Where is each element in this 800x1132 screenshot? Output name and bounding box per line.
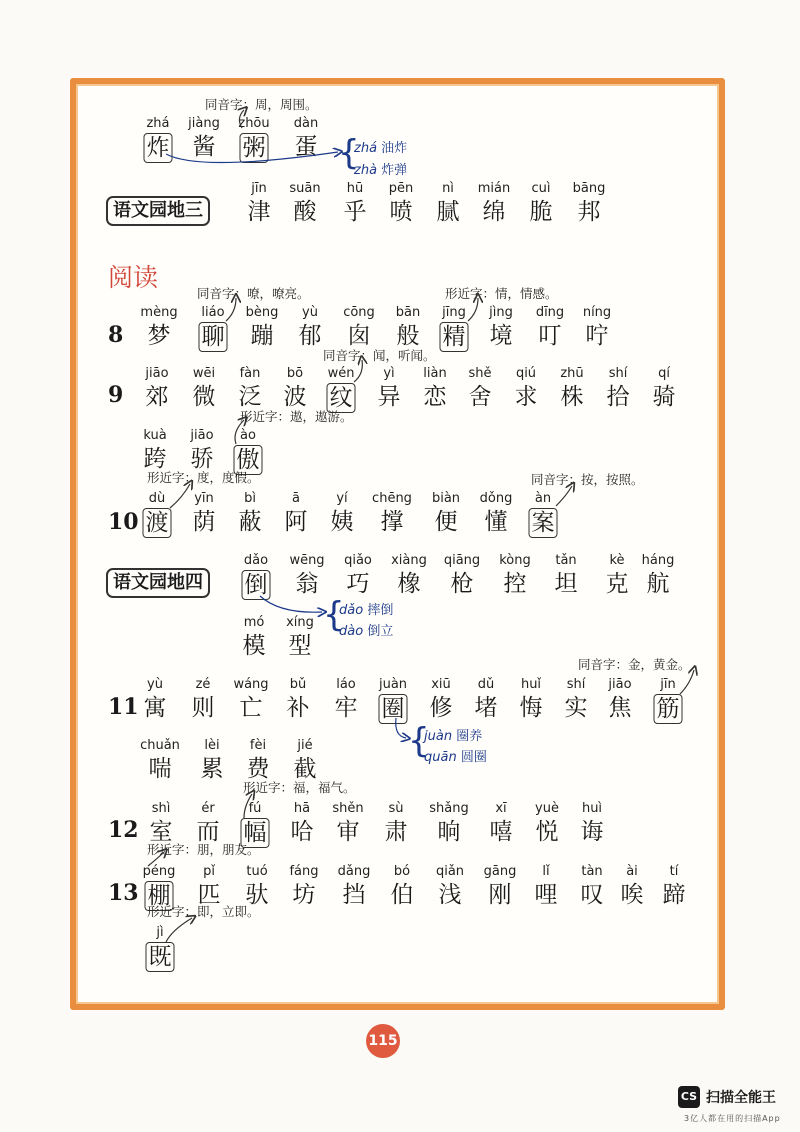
lesson-number-13: 13 xyxy=(108,880,139,906)
pinyin: shí xyxy=(566,677,586,692)
pinyin: pēn xyxy=(388,181,414,196)
pinyin: liáo xyxy=(201,305,225,320)
character: 则 xyxy=(191,695,215,721)
pinyin: mèng xyxy=(140,305,178,320)
pinyin: dǎo xyxy=(243,553,269,568)
pinyin: lǐ xyxy=(542,864,550,879)
character: 郁 xyxy=(298,323,322,349)
character: 牢 xyxy=(334,695,358,721)
character: 般 xyxy=(396,323,420,349)
character: 腻 xyxy=(436,199,460,225)
pinyin: dǔ xyxy=(477,677,495,692)
pinyin: bǔ xyxy=(289,677,307,692)
character: 异 xyxy=(377,384,401,410)
pinyin: jīn xyxy=(660,677,676,692)
arrow-polyphone-zha xyxy=(166,152,338,163)
section-title: 阅读 xyxy=(108,263,159,292)
character: 撑 xyxy=(380,509,404,535)
pinyin: cuì xyxy=(531,181,551,196)
unit-label-g4: 语文园地四 xyxy=(106,568,210,598)
pinyin: níng xyxy=(582,305,612,320)
pinyin: láo xyxy=(336,677,356,692)
polyphone-zha-1: zhá 油炸 xyxy=(354,141,408,156)
character: 室 xyxy=(149,819,173,845)
character: 实 xyxy=(564,695,588,721)
pinyin: mián xyxy=(477,181,511,196)
arrow-wen xyxy=(354,360,362,382)
character-boxed: 案 xyxy=(529,508,558,538)
character: 橡 xyxy=(397,571,421,597)
brace-juan: { xyxy=(408,721,430,761)
annotation-jin: 同音字：金，黄金。 xyxy=(578,657,691,672)
cs-logo-icon: CS xyxy=(678,1086,700,1108)
character: 坦 xyxy=(554,571,578,597)
pinyin: lèi xyxy=(204,738,220,753)
character: 波 xyxy=(283,384,307,410)
page-number-badge: 115 xyxy=(366,1024,400,1058)
character: 跨 xyxy=(143,446,167,472)
character: 酱 xyxy=(192,134,216,160)
character: 懂 xyxy=(484,509,508,535)
pinyin: qiǎn xyxy=(435,864,465,879)
arrow-du xyxy=(170,484,190,508)
pinyin: shǎng xyxy=(429,801,469,816)
pinyin: kè xyxy=(609,553,625,568)
pinyin: fèi xyxy=(249,738,267,753)
pinyin: xíng xyxy=(286,615,314,630)
pinyin: xī xyxy=(495,801,507,816)
pinyin: zhá xyxy=(146,116,170,131)
pinyin: liàn xyxy=(423,366,447,381)
pinyin: dǎng xyxy=(337,864,371,879)
pinyin: bān xyxy=(395,305,421,320)
arrow-polyphone-juan xyxy=(396,718,406,738)
annotation-ao: 形近字：遨，遨游。 xyxy=(240,409,353,424)
arrow-an xyxy=(556,486,572,506)
character: 伯 xyxy=(390,882,414,908)
pinyin: xiū xyxy=(431,677,451,692)
character: 肃 xyxy=(384,819,408,845)
character: 控 xyxy=(503,571,527,597)
character: 津 xyxy=(247,199,271,225)
pinyin: pǐ xyxy=(203,864,215,879)
pinyin: jiāo xyxy=(190,428,214,443)
pinyin: zhōu xyxy=(238,116,270,131)
pinyin: bó xyxy=(393,864,411,879)
character: 驮 xyxy=(245,882,269,908)
arrow-zhou xyxy=(239,110,244,128)
pinyin: tuó xyxy=(246,864,268,879)
pinyin: dǒng xyxy=(479,491,513,506)
pinyin: yí xyxy=(336,491,348,506)
annotation-wen: 同音字：闻，听闻。 xyxy=(323,348,436,363)
character: 荫 xyxy=(192,509,216,535)
character: 求 xyxy=(514,384,538,410)
character: 挡 xyxy=(342,882,366,908)
pinyin: chēng xyxy=(372,491,412,506)
pinyin: péng xyxy=(142,864,176,879)
pinyin: yù xyxy=(302,305,318,320)
character: 费 xyxy=(246,756,270,782)
lesson-number-10: 10 xyxy=(108,509,139,535)
character: 咛 xyxy=(585,323,609,349)
character: 蹦 xyxy=(250,323,274,349)
arrow-ao xyxy=(235,420,244,444)
polyphone-dao-1: dǎo 摔倒 xyxy=(339,603,394,618)
pinyin: nì xyxy=(442,181,454,196)
pinyin: sù xyxy=(388,801,404,816)
pinyin: bāng xyxy=(572,181,606,196)
character: 阿 xyxy=(284,509,308,535)
pinyin: àn xyxy=(534,491,552,506)
character: 泛 xyxy=(238,384,262,410)
pinyin: dīng xyxy=(535,305,565,320)
character-boxed: 傲 xyxy=(234,445,263,475)
character: 累 xyxy=(200,756,224,782)
character: 匹 xyxy=(197,882,221,908)
pinyin: kòng xyxy=(499,553,531,568)
character: 堵 xyxy=(474,695,498,721)
character: 蹄 xyxy=(662,882,686,908)
unit-label-g3: 语文园地三 xyxy=(106,196,210,226)
watermark-subtitle: 3亿人都在用的扫描App xyxy=(684,1114,781,1123)
pinyin: yù xyxy=(147,677,163,692)
character: 刚 xyxy=(488,882,512,908)
character: 乎 xyxy=(343,199,367,225)
arrow-liao xyxy=(226,298,236,321)
character: 巧 xyxy=(346,571,370,597)
character: 拾 xyxy=(606,384,630,410)
pinyin: chuǎn xyxy=(140,738,180,753)
pinyin: bì xyxy=(244,491,256,506)
character: 恋 xyxy=(423,384,447,410)
annotation-jing: 形近字：情，情感。 xyxy=(445,286,558,301)
pinyin: ào xyxy=(240,428,256,443)
annotation-an: 同音字：按，按照。 xyxy=(531,472,644,487)
character: 寓 xyxy=(143,695,167,721)
pinyin: háng xyxy=(641,553,675,568)
pinyin: zé xyxy=(195,677,211,692)
character-boxed: 精 xyxy=(440,322,469,352)
character: 型 xyxy=(288,633,312,659)
character: 亡 xyxy=(239,695,263,721)
character-boxed: 幅 xyxy=(241,818,270,848)
character: 唉 xyxy=(620,882,644,908)
arrow-jin xyxy=(680,670,694,694)
brace-dao: { xyxy=(323,595,345,635)
pinyin: zhū xyxy=(560,366,584,381)
pinyin: fú xyxy=(248,801,262,816)
character: 晌 xyxy=(437,819,461,845)
pinyin: dàn xyxy=(293,116,319,131)
pinyin: tǎn xyxy=(555,553,577,568)
character: 境 xyxy=(489,323,513,349)
pinyin: shì xyxy=(151,801,171,816)
character: 喘 xyxy=(148,756,172,782)
character-boxed: 圈 xyxy=(379,694,408,724)
character-boxed: 渡 xyxy=(143,508,172,538)
pinyin: bō xyxy=(286,366,304,381)
arrow-fu xyxy=(244,794,252,818)
character-boxed: 纹 xyxy=(327,383,356,413)
pinyin: tàn xyxy=(581,864,603,879)
pinyin: jiāo xyxy=(608,677,632,692)
pinyin: shí xyxy=(608,366,628,381)
character: 囱 xyxy=(347,323,371,349)
pinyin: shě xyxy=(468,366,492,381)
character: 哈 xyxy=(290,819,314,845)
pinyin: hā xyxy=(293,801,311,816)
pinyin: jié xyxy=(297,738,313,753)
pinyin: ā xyxy=(292,491,300,506)
character: 嘻 xyxy=(489,819,513,845)
pinyin: qiú xyxy=(515,366,537,381)
character: 叹 xyxy=(580,882,604,908)
pinyin: qiǎo xyxy=(344,553,372,568)
pinyin: huǐ xyxy=(520,677,542,692)
pinyin: jiāo xyxy=(145,366,169,381)
character: 微 xyxy=(192,384,216,410)
character: 而 xyxy=(196,819,220,845)
character: 姨 xyxy=(330,509,354,535)
character: 株 xyxy=(560,384,584,410)
lesson-number-11: 11 xyxy=(108,694,139,720)
pinyin: ér xyxy=(201,801,215,816)
character: 悔 xyxy=(519,695,543,721)
character: 修 xyxy=(429,695,453,721)
pinyin: xiàng xyxy=(391,553,427,568)
character: 酸 xyxy=(293,199,317,225)
lesson-number-8: 8 xyxy=(108,322,124,348)
character: 骑 xyxy=(652,384,676,410)
annotation-ji: 形近字：即，立即。 xyxy=(147,904,260,919)
pinyin: gāng xyxy=(483,864,517,879)
character: 审 xyxy=(336,819,360,845)
character-boxed: 筋 xyxy=(654,694,683,724)
character: 舍 xyxy=(468,384,492,410)
pinyin: qiāng xyxy=(443,553,481,568)
character: 模 xyxy=(242,633,266,659)
watermark-name: 扫描全能王 xyxy=(706,1090,776,1106)
lesson-number-9: 9 xyxy=(108,382,124,408)
lesson-number-12: 12 xyxy=(108,817,139,843)
character: 翁 xyxy=(295,571,319,597)
character-boxed: 聊 xyxy=(199,322,228,352)
pinyin: huì xyxy=(581,801,603,816)
character: 坊 xyxy=(292,882,316,908)
pinyin: hū xyxy=(346,181,364,196)
character: 诲 xyxy=(580,819,604,845)
character-boxed: 既 xyxy=(146,942,175,972)
character: 叮 xyxy=(538,323,562,349)
pinyin: jiàng xyxy=(188,116,220,131)
pinyin: cōng xyxy=(343,305,375,320)
character: 航 xyxy=(646,571,670,597)
arrow-ji xyxy=(166,918,192,942)
character: 便 xyxy=(434,509,458,535)
annotation-zhou: 同音字：周，周围。 xyxy=(205,97,318,112)
pinyin: yuè xyxy=(535,801,559,816)
pinyin: wén xyxy=(327,366,355,381)
pinyin: kuà xyxy=(143,428,167,443)
pinyin: fàn xyxy=(239,366,261,381)
pinyin: jì xyxy=(156,925,164,940)
annotation-peng: 形近字：朋，朋友。 xyxy=(147,842,260,857)
pinyin: jīng xyxy=(442,305,466,320)
pinyin: jìng xyxy=(489,305,513,320)
pinyin: yīn xyxy=(194,491,214,506)
brace-zha: { xyxy=(338,133,360,173)
pinyin: ài xyxy=(626,864,638,879)
character: 骄 xyxy=(190,446,214,472)
character-boxed: 棚 xyxy=(145,881,174,911)
pinyin: dù xyxy=(148,491,166,506)
pinyin: fáng xyxy=(289,864,319,879)
character: 绵 xyxy=(482,199,506,225)
character: 焦 xyxy=(608,695,632,721)
pinyin: jīn xyxy=(251,181,267,196)
pinyin: yì xyxy=(383,366,395,381)
character: 截 xyxy=(293,756,317,782)
polyphone-zha-2: zhà 炸弹 xyxy=(354,163,408,178)
pinyin: bèng xyxy=(245,305,279,320)
annotation-du: 形近字：度，度假。 xyxy=(147,470,260,485)
pinyin: shěn xyxy=(332,801,364,816)
character: 克 xyxy=(605,571,629,597)
pinyin: biàn xyxy=(431,491,461,506)
character: 悦 xyxy=(535,819,559,845)
character: 梦 xyxy=(147,323,171,349)
polyphone-dao-2: dào 倒立 xyxy=(339,624,394,639)
character: 郊 xyxy=(145,384,169,410)
pinyin: juàn xyxy=(378,677,408,692)
pinyin: mó xyxy=(243,615,265,630)
polyphone-juan-1: juàn 圈养 xyxy=(424,729,483,744)
character: 浅 xyxy=(438,882,462,908)
annotation-liao: 同音字：嘹，嘹亮。 xyxy=(197,286,310,301)
character: 补 xyxy=(286,695,310,721)
character: 枪 xyxy=(450,571,474,597)
polyphone-juan-2: quān 圆圈 xyxy=(424,750,487,765)
character: 脆 xyxy=(529,199,553,225)
pinyin: suān xyxy=(289,181,321,196)
character-boxed: 粥 xyxy=(240,133,269,163)
character-boxed: 倒 xyxy=(242,570,271,600)
pinyin: qí xyxy=(658,366,670,381)
character: 喷 xyxy=(389,199,413,225)
character-boxed: 炸 xyxy=(144,133,173,163)
arrow-polyphone-dao xyxy=(260,596,322,612)
pinyin: tí xyxy=(669,864,679,879)
pinyin: wáng xyxy=(233,677,269,692)
character: 蛋 xyxy=(294,134,318,160)
arrow-jing xyxy=(468,298,478,321)
character: 蔽 xyxy=(238,509,262,535)
pinyin: wēi xyxy=(192,366,216,381)
annotation-fu: 形近字：福，福气。 xyxy=(243,780,356,795)
arrow-peng xyxy=(148,852,164,866)
character: 哩 xyxy=(534,882,558,908)
character: 邦 xyxy=(577,199,601,225)
pinyin: wēng xyxy=(289,553,325,568)
